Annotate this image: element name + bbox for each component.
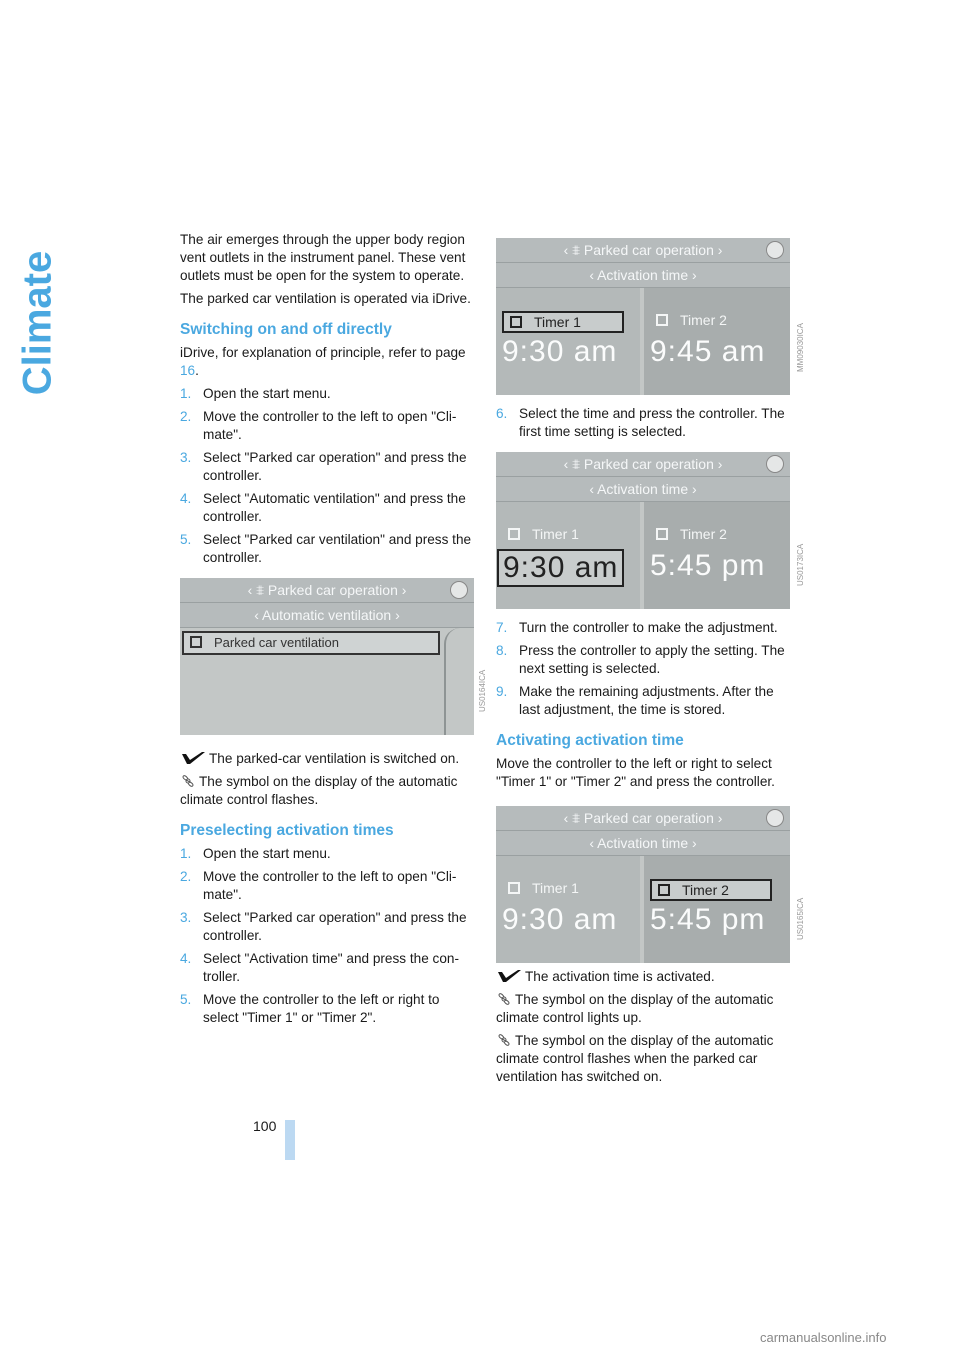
heading-preselecting: Preselecting activation times (180, 822, 394, 839)
timer1-time: 9:30 am (502, 903, 618, 936)
timer1-text: Timer 1 (532, 526, 579, 542)
list-item (496, 642, 792, 678)
controller-icon (766, 809, 784, 827)
step-text: Press the controller to apply the setting. The next setting is selected. (519, 643, 785, 676)
note-text: The parked-car ventilation is switched on. (209, 751, 460, 766)
heading-activating: Activating activation time (496, 732, 684, 749)
menu-bar-parked-car: ‹ ⩨ Parked car operation › (180, 578, 474, 603)
note-activated (496, 968, 792, 986)
steps-7-9 (496, 619, 792, 719)
list-item (180, 868, 475, 904)
footer-watermark: carmanualsonline.info (760, 1330, 887, 1345)
timer2-tile[interactable] (644, 502, 790, 609)
list-item (180, 991, 475, 1027)
intro-paragraph: The air emerges through the upper body region vent outlets in the instrument panel. These vent outlets must be open for the system to operate. (180, 232, 466, 283)
checkbox-icon (508, 882, 520, 894)
idrive-screen-activation-2 (496, 452, 790, 609)
page-marker-bar (285, 1120, 295, 1160)
list-item (496, 405, 792, 441)
step-number: 2. (180, 869, 192, 884)
note-flashes (496, 1032, 792, 1086)
ref-text: iDrive, for explanation of principle, refer to page (180, 345, 466, 360)
step-text: Turn the controller to make the adjustment. (519, 620, 778, 635)
right-column-step6 (496, 405, 792, 446)
timer1-text: Timer 1 (532, 880, 579, 896)
checkbox-icon (508, 528, 520, 540)
checkmark-icon (496, 970, 522, 982)
controller-icon (766, 241, 784, 259)
heading-switching: Switching on and off directly (180, 321, 392, 338)
checkmark-icon (180, 752, 206, 764)
step-number: 3. (180, 450, 192, 465)
timer1-label (502, 879, 620, 897)
step-number: 6. (496, 406, 508, 421)
menu-item-label: Parked car ventilation (214, 635, 340, 650)
timer1-tile[interactable] (496, 856, 640, 963)
activate-paragraph: Move the controller to the left or right to select "Timer 1" or "Timer 2" and press the controller. (496, 756, 775, 789)
list-item (180, 531, 475, 567)
timer1-tile[interactable] (496, 502, 640, 609)
scroll-arc (444, 628, 460, 735)
step-number: 4. (180, 951, 192, 966)
checkbox-icon (656, 528, 668, 540)
step-number: 9. (496, 684, 508, 699)
step-number: 4. (180, 491, 192, 506)
note-text: The symbol on the display of the automatic climate control flashes when the parked car ventilation has switched on. (496, 1033, 774, 1084)
step-text: Select the time and press the controller. The first time setting is selected. (519, 406, 785, 439)
step-text: Move the controller to the left to open "Cli-mate". (203, 869, 457, 902)
steps-6 (496, 405, 792, 441)
menu-bar-automatic: ‹ Automatic ventilation › (180, 603, 474, 628)
list-item (180, 449, 475, 485)
timer2-label (650, 525, 768, 543)
timer2-text: Timer 2 (682, 882, 729, 898)
list-item (496, 683, 792, 719)
image-code: US0165ICA (796, 897, 805, 940)
timer2-time: 5:45 pm (650, 903, 766, 936)
timer2-time: 5:45 pm (650, 549, 766, 582)
note-switched-on (180, 750, 475, 768)
intro-paragraph-2: The parked car ventilation is operated via iDrive. (180, 291, 471, 306)
list-item (180, 845, 475, 863)
switch-steps (180, 385, 475, 567)
checkbox-icon (190, 636, 202, 648)
menu-bar-parked-car: ‹ ⩨ Parked car operation › (496, 452, 790, 477)
section-side-title (8, 228, 68, 418)
step-number: 8. (496, 643, 508, 658)
list-item (180, 385, 475, 403)
note-lights-up (496, 991, 792, 1027)
list-item (180, 490, 475, 526)
step-number: 2. (180, 409, 192, 424)
menu-bar-activation: ‹ Activation time › (496, 477, 790, 502)
note-text: The symbol on the display of the automatic climate control flashes. (180, 774, 458, 807)
step-text: Move the controller to the left or right to select "Timer 1" or "Timer 2". (203, 992, 440, 1025)
step-text: Move the controller to the left to open "Cli-mate". (203, 409, 457, 442)
step-text: Open the start menu. (203, 386, 331, 401)
menu-bar-activation: ‹ Activation time › (496, 263, 790, 288)
idrive-reference (180, 344, 475, 380)
ref-end: . (195, 363, 199, 378)
timer1-time: 9:30 am (497, 549, 624, 587)
preselect-steps (180, 845, 475, 1027)
menu-item-parked-car-ventilation[interactable] (182, 631, 440, 655)
checkbox-icon (658, 884, 670, 896)
note-symbol-flashes (180, 773, 475, 809)
page-link[interactable]: 16 (180, 363, 196, 378)
image-code: US0173ICA (796, 543, 805, 586)
checkbox-icon (510, 316, 522, 328)
image-code: US0164ICA (478, 669, 487, 712)
timer1-label (502, 311, 624, 333)
step-text: Select "Parked car operation" and press the controller. (203, 910, 467, 943)
list-item (180, 950, 475, 986)
menu-bar-parked-car: ‹ ⩨ Parked car operation › (496, 238, 790, 263)
step-number: 1. (180, 386, 192, 401)
page-number: 100 (253, 1118, 277, 1134)
timer2-text: Timer 2 (680, 526, 727, 542)
fan-symbol-icon (180, 774, 196, 788)
controller-icon (766, 455, 784, 473)
step-text: Select "Activation time" and press the con-troller. (203, 951, 459, 984)
step-number: 5. (180, 992, 192, 1007)
step-text: Make the remaining adjustments. After the last adjustment, the time is stored. (519, 684, 774, 717)
list-item (180, 408, 475, 444)
timer2-label (650, 879, 772, 901)
note-text: The symbol on the display of the automatic climate control lights up. (496, 992, 774, 1025)
step-text: Select "Automatic ventilation" and press the controller. (203, 491, 466, 524)
timer1-tile[interactable] (496, 288, 640, 395)
controller-icon (450, 581, 468, 599)
timer1-text: Timer 1 (534, 314, 581, 330)
menu-bar-activation: ‹ Activation time › (496, 831, 790, 856)
timer2-tile[interactable] (644, 856, 790, 963)
side-title-text: Climate (15, 250, 60, 396)
menu-bar-parked-car: ‹ ⩨ Parked car operation › (496, 806, 790, 831)
idrive-screen-activation-1 (496, 238, 790, 395)
checkbox-icon (656, 314, 668, 326)
fan-symbol-icon (496, 1033, 512, 1047)
idrive-screen-ventilation (180, 578, 474, 735)
step-number: 5. (180, 532, 192, 547)
step-text: Open the start menu. (203, 846, 331, 861)
step-number: 1. (180, 846, 192, 861)
list-item (496, 619, 792, 637)
idrive-screen-activation-3 (496, 806, 790, 963)
timer2-time: 9:45 am (650, 335, 766, 368)
note-text: The activation time is activated. (525, 969, 715, 984)
image-code: MM09030ICA (796, 323, 805, 372)
timer2-text: Timer 2 (680, 312, 727, 328)
step-text: Select "Parked car operation" and press the controller. (203, 450, 467, 483)
list-item (180, 909, 475, 945)
step-text: Select "Parked car ventilation" and press the controller. (203, 532, 472, 565)
step-number: 7. (496, 620, 508, 635)
timer2-label (650, 311, 768, 329)
timer1-label (502, 525, 620, 543)
fan-symbol-icon (496, 992, 512, 1006)
timer2-tile[interactable] (644, 288, 790, 395)
step-number: 3. (180, 910, 192, 925)
timer1-time: 9:30 am (502, 335, 618, 368)
